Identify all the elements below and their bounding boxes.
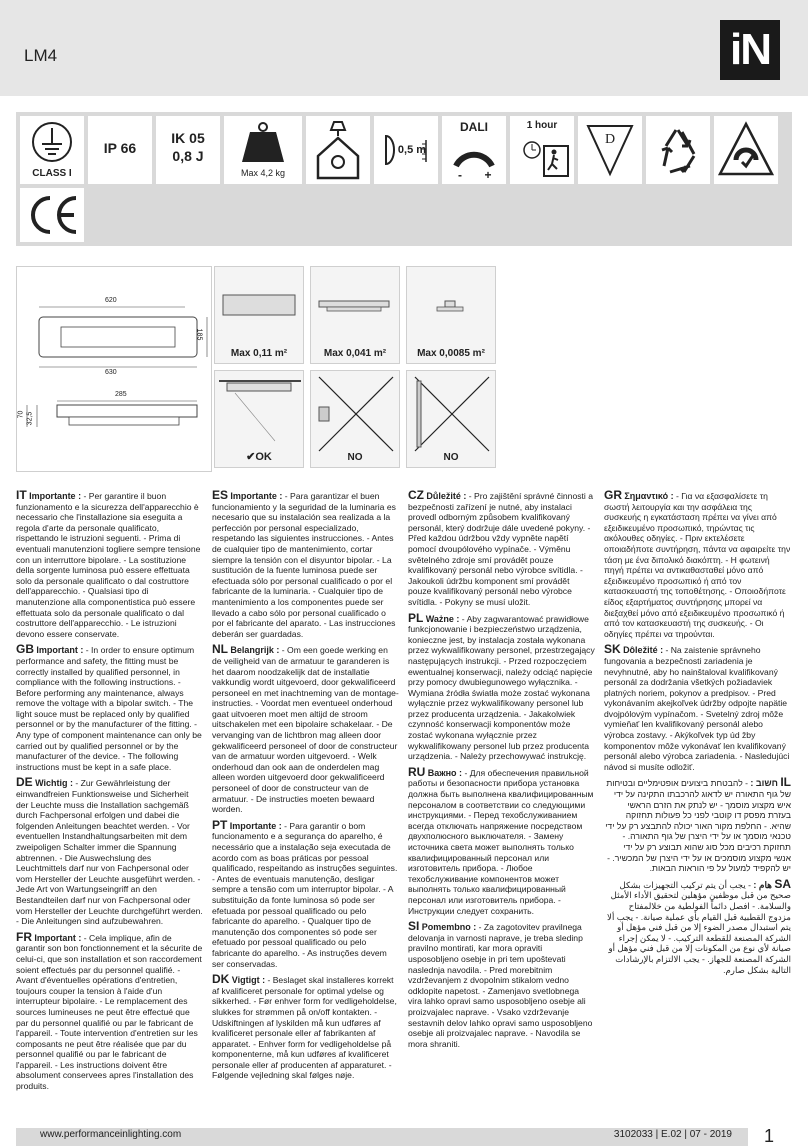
ce-mark [20, 188, 84, 242]
emergency-exit-icon [510, 116, 574, 184]
distance-label: 0,5 m [397, 144, 427, 156]
weight-rating [224, 116, 302, 184]
certification-icons [16, 112, 792, 246]
column-2 [212, 490, 399, 1086]
page-number: 1 [764, 1126, 775, 1146]
ce-mark-icon [20, 188, 84, 242]
brand-logo: iN [720, 20, 780, 80]
emergency-rating [510, 116, 574, 184]
ok-label: ✔OK [246, 451, 272, 463]
no-label-1: NO [347, 452, 363, 463]
recycle-icon [646, 116, 710, 184]
section-il: IL חשוב : - להבטחת ביצועים אופטימליים ובטיחות של גוף התאורה יש לדאוג להרכבתו התקינה על ידי איש מקצוע מוסמך - יש לנתק את הזרם הראשי בעזרת מפסק דו קוטבי לפני כל פעולות תחזוקה שהיא. - החלפת מקור האור יכולה להתבצע רק על ידי טכנאי מוסמך או על ידי היצרן של גוף התאורה. - תחזוקת רכיבים מכל סוג שהוא תבוצע רק על ידי אנשי מקצוע מוסמכים או על ידי היצרן של המכשיר. - יש להקפיד למעול על פי הוראות הבאות. [605, 775, 791, 874]
dim-185: 185 [195, 328, 203, 341]
ik-label: IK 05 [171, 130, 205, 146]
document-reference: 3102033 | E.02 | 07 - 2019 [613, 1129, 732, 1140]
dim-620: 620 [105, 297, 117, 304]
website-link[interactable]: www.performanceinlighting.com [40, 1129, 182, 1140]
rcm-symbol [714, 116, 778, 184]
d-triangle-icon [578, 116, 642, 184]
column-1 [16, 490, 203, 1097]
section-sa: SA هام : - يجب أن يتم تركيب التجهيزات بشكل صحيح من قبل موظفين مؤهلين لتحقيق الأداء الأمثل والسلامة. - افصل دائماً الفولطية من خلالمفتاح مزدوج القطبية قبل القيام بأي عملية صيانة. - يجب ألا يتم استبدال مصدر الضوء إلا من قبل فني مؤهل أو الشركة المصنعة للقطعة التركيب. - لا يمكن إجراء صيانة لأي نوع من المكونات إلا من قبل فني مؤهل أو الشركة المصنعة للجهاز. - يجب الالتزام بالإرشادات التالية بشكل صارم. [607, 876, 791, 975]
column-4 [604, 490, 791, 980]
mounting-no-1 [310, 370, 400, 468]
section-it: IT Importante : - Per garantire il buon funzionamento e la sicurezza dell'apparecchio è necessario che l'installazione sia eseguita a regola d'arte da personale qualificato, rispettando le istruzioni seguenti. - Prima di eventuali manutenzioni togliere sempre tensione con un interruttore bipolare. - La sostituzione della sorgente luminosa può essere effettuata solo da personale qualificato o dal costruttore dell'apparecchio. - Qualsiasi tipo di manutenzione alla componentistica può essere effettuata solo da personale qualificato o dal costruttore dell'apparecchio. - Le istruzioni devono essere conservate. [16, 488, 201, 639]
safety-instructions [16, 490, 796, 1090]
dim-285: 285 [115, 391, 127, 398]
section-sk: SK Dôležité : - Na zaistenie správneho fungovania a bezpečnosti zariadenia je nevyhnutné, aby ho nainštaloval kvalifikovaný personál za dodržania všetkých požiadaviek platných noriem, pokynov a predpisov. - Pred vykonávaním akejkoľvek údržby odpojte napätie dvojpólovým vypínačom. - Svetelný zdroj môže vymieňať len kvalifikovaný personál alebo výrobca zostavy. - Akýkoľvek typ úd žby komponentov môže vykonávať len kvalifikovaný personál alebo výrobca zariadenia. - Nasledujúci návod si musíte odložiť. [604, 642, 790, 772]
area-side-label: Max 0,041 m² [323, 348, 387, 359]
section-pt: PT Importante : - Para garantir o bom funcionamento e a segurança do aparelho, é necessário que a instalação seja executada de acordo com as boas práticas por pessoal qualificado, respeitando as instruções seguintes. - Antes de eventuais manutenção, desligar sempre a tensão com um interruptor bipolar. - A substituição da fonte luminosa só pode ser efetuada por pessoal qualificado ou pelo fabricante do aparelho. - Qualquer tipo de manutenção dos componentes só pode ser efetuado por pessoal qualificado ou pelo fabricante do aparelho. - As instruções devem ser conservadas. [212, 817, 398, 969]
section-gb: GB Important : - In order to ensure optimum performance and safety, the fitting must be correctly installed by qualified personnel, in compliance with the following instructions. - Before performing any maintenance, always remove the voltage with a bipolar switch. - The light souce must be replaced only by qualified personnel or by the manufacturer of the fitting. - Any type of component maintenance can only be carried out by qualified personnel or by the manufacturer of the device. - The following instructions must be kept in a safe place. [16, 642, 202, 772]
column-3 [408, 490, 595, 1054]
dimension-drawing [16, 266, 212, 472]
mounting-no-2 [406, 370, 496, 468]
class-i-label: CLASS I [32, 168, 72, 179]
product-title: LM4 [24, 46, 58, 65]
section-es: ES Importante : - Para garantizar el buen funcionamiento y la seguridad de la luminaria es necesario que su instalación sea realizada a la perfección por personal especializado, respetando las siguientes instrucciones. - Antes de cualquier tipo de mantenimiento, cortar siempre la tensión con el disyuntor bipolar. - La sustitución de la fuente luminosa puede ser efectuada sólo por personal cualificado o por el fabricante de la luminaria. - Cualquier tipo de mantenimiento a los componentes puede ser llevado a cabo sólo por personal cualificado o por el fabricante del aparato. - Las instrucciones deberán ser guardadas. [212, 488, 396, 639]
section-de: DE Wichtig : - Zur Gewährleistung der einwandfreien Funktionsweise und Sicherheit der Leuchte muss die Installation sachgemäß durch Fachpersonal erfolgen und dabei die folgenden Anleitungen beachtet werden. - Vor eventuellen Instandhaltungsarbeiten mit dem zweipoligen Schalter immer die Spannung abtrennen. - Die Auswechslung des Leuchtmittels darf nur von Fachpersonal oder vom Hersteller der Leuchte ausgeführt werden. - Jede Art von Wartungseingriff an den Bestandteilen darf nur von Fachpersonal oder vom Hersteller der Leuchte durchgeführt werden. - Die Anleitungen sind aufzubewahren. [16, 775, 203, 927]
joule-label: 0,8 J [172, 148, 204, 164]
section-si: SI Pomembno : - Za zagotovitev pravilnega delovanja in varnosti naprave, je treba sledinp pravilno montirati, kar mora opraviti usposobljeno osebje in pri tem upoštevati naslednja navodila. - Pred morebitnim vzdrževanjem z dvopolnim stikalom vedno odklopite napetost. - Zamenjavo svetlobnega vira lahko opravi samo usposobljeno osebje ali proizvajalec naprave. - Vsako vzdrževanje sestavnih delov lahko opravi samo usposobljeno osebje ali proizvajalec naprave. - Navodila se mora shraniti. [408, 919, 593, 1049]
wind-area-end [406, 266, 496, 364]
dim-630: 630 [105, 369, 117, 376]
indoor-use-symbol [306, 116, 370, 184]
house-lamp-icon [306, 116, 370, 184]
ip-rating [88, 116, 152, 184]
dali-label: DALI [460, 120, 488, 134]
section-fr: FR Important : - Cela implique, afin de garantir son bon fonctionnement et la sécurite de celui-ci, que son installation et son raccordement soient effectués par du personnel qualifié. - Avant d'éventuelles opérations d'entretien, toujours couper la tension à l'aide d'un interrupteur bipolaire. - Le remplacement des sources lumineuses ne peut être effectué que par du personnel qualifié ou par le fabricant de l'appareil. - Toute intervention d'entretien sur les composants ne peut être réalisée que par du personnel qualifié ou par le fabricant de l'appareil. - Les instructions doivent être absolument conservees apres l'installation des produits. [16, 929, 203, 1092]
no-label-2: NO [443, 452, 459, 463]
class-i-symbol [20, 116, 84, 184]
section-gr: GR Σημαντικό : - Για να εξασφαλίσετε τη σωστή λειτουργία και την ασφάλεια της συσκευής η εγκατάσταση πρέπει να γίνει από εξειδικευμένο προσωπικό, τηρώντας τις ακόλουθες οδηγίες. - Πριν εκτελέσετε οποιαδήποτε συντήρηση, πάντα να αφαιρείτε την τάση με ένα διπολικό διακόπτη. - Η φωτεινή πηγή πρέπει να αντικαθασταθεί μόνο από εξειδικευμένο προσωπικό ή από τον κατασκευαστή της τοποθέτησης. - Οποιοδήποτε είδος εξαρτήματος συντήρησης μπορεί να διεξαχθεί μόνο από εξειδικευμένο προσωπικό ή από τον κατασκευαστή της συσκευής. - Οι οδηγίες πρέπει να τηρούνται. [604, 488, 791, 639]
footer [0, 1098, 808, 1148]
dim-32: 32,5 [26, 411, 34, 426]
weight-label: Max 4,2 kg [240, 168, 286, 178]
dali-minus: - [458, 168, 462, 182]
rcm-triangle-icon [714, 116, 778, 184]
emergency-label: 1 hour [526, 120, 558, 131]
technical-drawings [16, 266, 796, 472]
ik-rating [156, 116, 220, 184]
ip-label: IP 66 [103, 140, 137, 156]
section-pl: PL Ważne : - Aby zagwarantować prawidłowe funkcjonowanie i bezpieczeństwo urządzenia, konieczne jest, by instalacja została wykonana przez wykwalifikowany personel, przestrzegający następujących instrukcji. - Przed rozpoczęciem ewentualnej konserwacji, należy odciąć napięcie przy pomocy dwubiegunowego wyłącznika. - Wymiana źródła światła może zostać wykonana wyłącznie przez wykwalifikowany personel lub przez producenta urządzenia. - Jakakolwiek czynność konserwacji komponentów może zostać wykonana wyłącznie przez wykwalifikowany personel lub przez producenta urządzenia. - Należy przechowywać instrukcję. [408, 610, 595, 762]
dali-plus: + [484, 168, 492, 182]
wind-area-side [310, 266, 400, 364]
recycling-symbol [646, 116, 710, 184]
d-mark-symbol [578, 116, 642, 184]
mounting-ok [214, 370, 304, 468]
d-mark-label: D [604, 132, 616, 147]
section-dk: DK Vigtigt : - Beslaget skal installeres korrekt af kvalificeret personale for optimal ydelse og sikkerhed. - Før enhver form for vedligeholdelse, slukkes for strømmen på on/off kontakten. - Udskiftningen af lyskilden må kun udføres af kvalificeret personale eller af fabrikanten af apparatet. - Enhver form for vedligeholdelse på komponenterne, må kun udføres af kvalificeret personale eller af producenten af apparaturet. - Følgende vejledning skal følges nøje. [212, 972, 397, 1081]
wind-area-front [214, 266, 304, 364]
section-nl: NL Belangrijk : - Om een goede werking en de veiligheid van de armatuur te garanderen is het daarom noodzakelijk dat de installatie vakkundig wordt uitgevoerd, door gekwalificeerd personeel en met inachtneming van de montage-instructies. - Voordat men eventueel onderhoud gaat uitvoeren moet men altijd de stroom uitschakelen met een bipolaire schakelaar. - De vervanging van de lichtbron mag alleen door gekwalificeerd personeel of door de constructeur van de armatuur worden uitgevoerd. - Welk onderhoud dan ook aan de onderdelen mag alleen worden uitgevoerd door gekwalificeerd personeel of door de constructeur van de armatuur. - De instructies moeten bewaard worden. [212, 642, 399, 815]
area-front-label: Max 0,11 m² [230, 348, 288, 359]
dali-dimming [442, 116, 506, 184]
distance-symbol [374, 116, 438, 184]
dim-70: 70 [17, 410, 25, 419]
header-bar [0, 0, 808, 96]
section-cz: CZ Důležité : - Pro zajištění správné činnosti a bezpečnosti zařízení je nutné, aby instalaci provedl odborným způsobem kvalifikovaný personál, který dodržuje dále uvedené pokyny. - Před každou údržbou vždy vypněte napětí pomocí dvoupólového vypínače. - Výměnu světelného zdroje smí provádět pouze kvalifikovaný personál nebo výrobce svítidla. - Jakoukoli údržbu komponent smí provádět pouze kvalifikovaný personál nebo výrobce svítidla. - Pokyny se musí uložit. [408, 488, 593, 607]
area-end-label: Max 0,0085 m² [417, 348, 485, 359]
section-ru: RU Важно : - Для обеспечения правильной работы и безопасности прибора установка должна быть выполнена квалифицированным персоналом в соответствии со следующими инструкциями. - Перед техобслуживанием всегда отключать напряжение посредством двухполюсного выключателя. - Замену источника света может выполнять только квалифицированный персонал или изготовитель прибора. - Любое техобслуживание компонентов может выполнять только квалифицированный персонал или изготовитель прибора. - Инструкции следует сохранить. [408, 764, 594, 916]
